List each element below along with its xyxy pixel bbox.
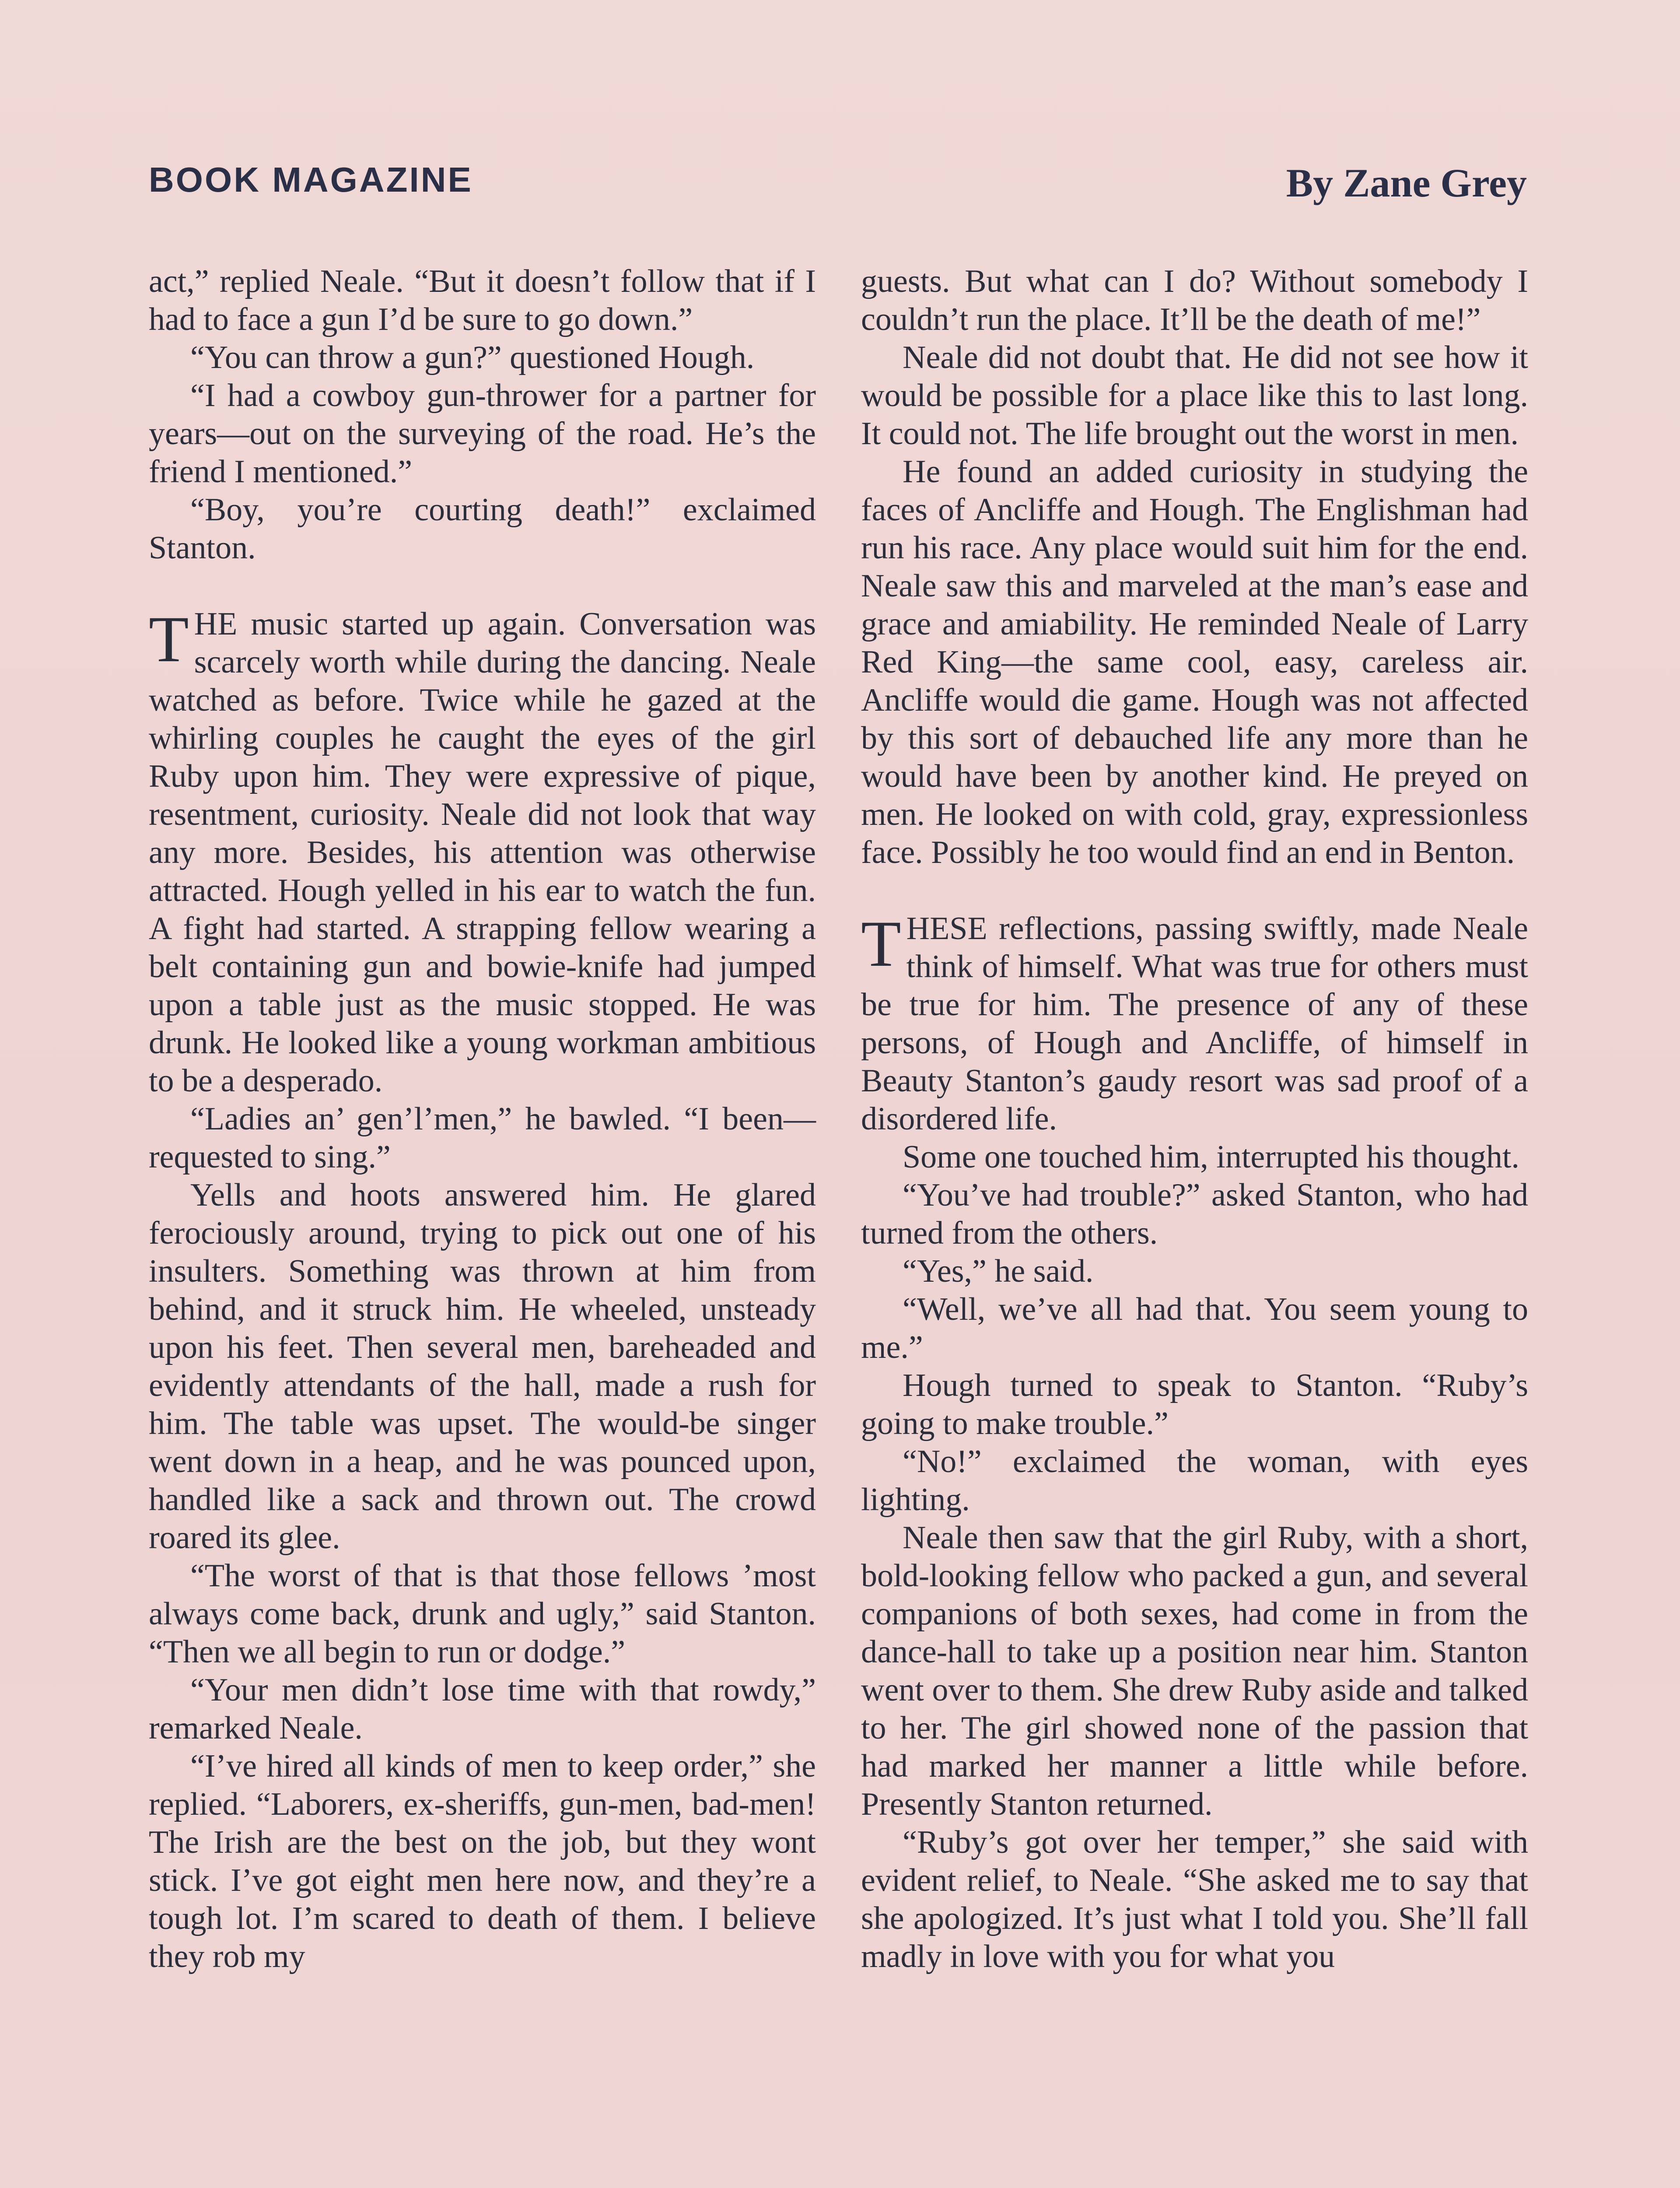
paragraph: Neale did not doubt that. He did not see how it would be possible for a place like this to last long. It could not. The life brought out the worst in men. [861,340,1528,452]
paragraph: Some one touched him, interrupted his thought. [903,1139,1519,1175]
paragraph: “No!” exclaimed the woman, with eyes lighting. [861,1444,1528,1518]
paragraph: “You’ve had trouble?” asked Stanton, who had turned from the others. [861,1177,1528,1251]
paragraph: “Your men didn’t lose time with that rowdy,” remarked Neale. [149,1672,816,1746]
left-column [149,263,816,2188]
section-paragraph [149,605,816,1100]
paragraph: “I had a cowboy gun-thrower for a partner for years—out on the surveying of the road. He’s the friend I mentioned.” [149,378,816,490]
paragraph: “Boy, you’re courting death!” exclaimed Stanton. [149,492,816,566]
paragraph: “Ladies an’ gen’l’men,” he bawled. “I been—requested to sing.” [149,1101,816,1175]
paragraph: “Ruby’s got over her temper,” she said with evident relief, to Neale. “She asked me to say that she apologized. It’s just what I told you. She’ll fall madly in love with you for what you [861,1824,1528,1974]
running-header [149,160,1527,212]
paragraph: act,” replied Neale. “But it doesn’t follow that if I had to face a gun I’d be sure to go down.” [149,263,816,337]
author-byline: By Zane Grey [1286,161,1527,205]
paragraph: Hough turned to speak to Stanton. “Ruby’s going to make trouble.” [861,1368,1528,1441]
paragraph-text: HE music started up again. Conversation was scarcely worth while during the dancing. Neale watched as before. Twice while he gazed at the whirling couples he caught the eyes of the girl Ruby upon him. They were expressive of pique, resentment, curiosity. Neale did not look that way any more. Besides, his attention was otherwise attracted. Hough yelled in his ear to watch the fun. A fight had started. A strapping fellow wearing a belt containing gun and bowie-knife had jumped upon a table just as the music stopped. He was drunk. He looked like a young workman ambitious to be a desperado. [149,606,816,1099]
section-paragraph [861,910,1528,1138]
paragraph: “Yes,” he said. [903,1253,1094,1289]
paragraph: “You can throw a gun?” questioned Hough. [190,340,755,375]
paragraph: “I’ve hired all kinds of men to keep order,” she replied. “Laborers, ex-sheriffs, gun-men, bad-men! The Irish are the best on the job, but they wont stick. I’ve got eight men here now, and they’re a tough lot. I’m scared to death of them. I believe they rob my [149,1748,816,1974]
magazine-title: BOOK MAGAZINE [149,160,473,199]
drop-cap: T [149,603,189,676]
paragraph: “The worst of that is that those fellows ’most always come back, drunk and ugly,” said Stanton. “Then we all begin to run or dodge.” [149,1558,816,1670]
paragraph: guests. But what can I do? Without somebody I couldn’t run the place. It’ll be the death of me!” [861,263,1528,337]
drop-cap: T [861,908,901,980]
paragraph: He found an added curiosity in studying the faces of Ancliffe and Hough. The Englishman had run his race. Any place would suit him for the end. Neale saw this and marveled at the man’s ease and grace and amiability. He reminded Neale of Larry Red King—the same cool, easy, careless air. Ancliffe would die game. Hough was not affected by this sort of debauched life any more than he would have been by another kind. He preyed on men. He looked on with cold, gray, expressionless face. Possibly he too would find an end in Benton. [861,454,1528,870]
paragraph: Neale then saw that the girl Ruby, with a short, bold-looking fellow who packed a gun, and several companions of both sexes, had come in from the dance-hall to take up a position near him. Stanton went over to them. She drew Ruby aside and talked to her. The girl showed none of the passion that had marked her manner a little while before. Presently Stanton returned. [861,1520,1528,1822]
right-column [861,263,1528,2188]
paragraph: “Well, we’ve all had that. You seem young to me.” [861,1291,1528,1365]
paragraph-text: HESE reflections, passing swiftly, made Neale think of himself. What was true for others must be true for him. The presence of any of these persons, of Hough and Ancliffe, of himself in Beauty Stanton’s gaudy resort was sad proof of a disordered life. [861,911,1528,1137]
paragraph: Yells and hoots answered him. He glared ferociously around, trying to pick out one of his insulters. Something was thrown at him from behind, and it struck him. He wheeled, unsteady upon his feet. Then several men, bareheaded and evidently attendants of the hall, made a rush for him. The table was upset. The would-be singer went down in a heap, and he was pounced upon, handled like a sack and thrown out. The crowd roared its glee. [149,1177,816,1556]
